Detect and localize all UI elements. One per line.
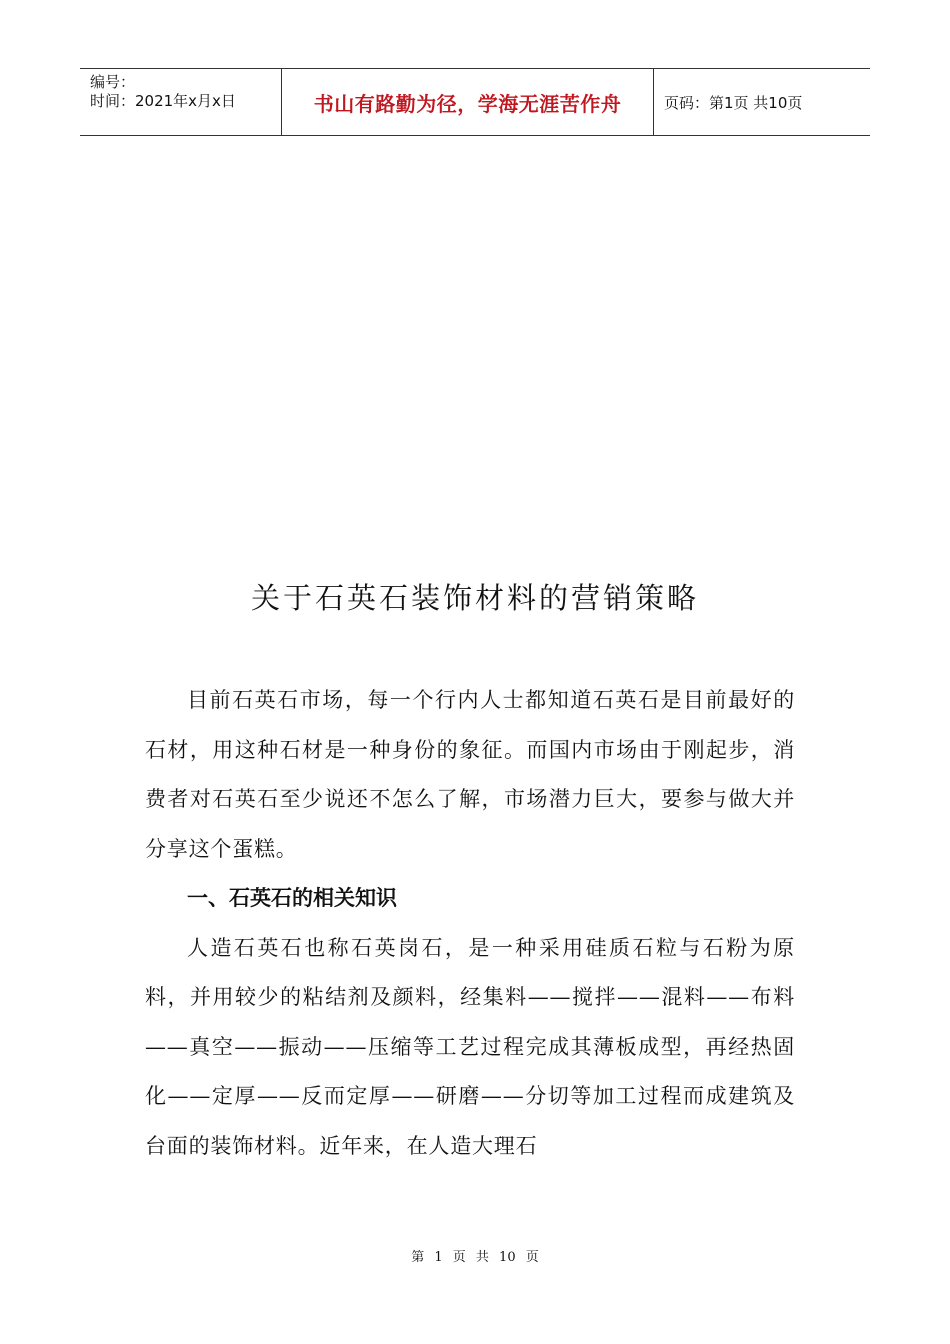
serial-number-label: 编号： [90, 73, 136, 91]
section-heading: 一、石英石的相关知识 [187, 886, 397, 910]
header-page-cell [654, 69, 870, 135]
header-motto-cell [282, 69, 654, 135]
section-paragraph: 人造石英石也称石英岗石，是一种采用硅质石粒与石粉为原料，并用较少的粘结剂及颜料，经集料——搅拌——混料——布料——真空——振动——压缩等工艺过程完成其薄板成型，再经热固化——定厚——反而定厚——研磨——分切等加工过程而成建筑及台面的装饰材料。近年来，在人造大理石 [145, 935, 795, 1158]
page-footer [0, 1246, 950, 1265]
date-label: 时间：2021年x月x日 [90, 92, 236, 110]
document-title: 关于石英石装饰材料的营销策略 [250, 581, 699, 615]
intro-paragraph: 目前石英石市场，每一个行内人士都知道石英石是目前最好的石材，用这种石材是一种身份的象征。而国内市场由于刚起步，消费者对石英石至少说还不怎么了解，市场潜力巨大，要参与做大并分享这个蛋糕。 [145, 688, 795, 861]
document-body [145, 676, 795, 1171]
header-motto: 书山有路勤为径，学海无涯苦作舟 [313, 91, 622, 116]
header-meta-cell [80, 69, 282, 135]
footer-page-number: 第 1 页 共 10 页 [411, 1250, 539, 1265]
page-header [80, 68, 870, 136]
header-page-info: 页码：第1页 共10页 [664, 93, 803, 112]
